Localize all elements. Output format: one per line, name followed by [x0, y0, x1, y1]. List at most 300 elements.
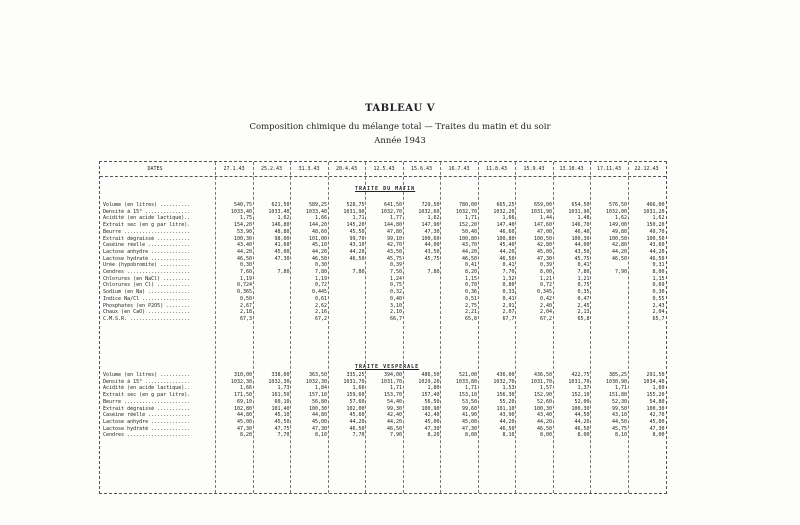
table-cell: 1032,70 — [380, 208, 402, 215]
table-cell: 101,10 — [496, 405, 515, 412]
table-cell: 8,20 — [239, 432, 252, 439]
table-cell: 641,50 — [383, 202, 402, 208]
table-cell: 44,80 — [311, 412, 327, 419]
table-cell: 154,20 — [233, 222, 252, 229]
section-title-morning: TRAITE DU MATIN — [355, 186, 416, 192]
table-cell: 44,20 — [649, 248, 665, 255]
table-cell: 100,30 — [571, 235, 590, 242]
table-cell: 1,71 — [614, 385, 627, 392]
table-cell: 1,19 — [314, 275, 327, 282]
table-cell: 0,51 — [464, 295, 477, 302]
table-cell: 45,75 — [611, 425, 627, 432]
row-label: Extrait dégraissé ........... — [103, 235, 191, 242]
table-cell: 1031,70 — [380, 378, 402, 385]
table-cell: 3,10 — [389, 302, 402, 309]
table-cell: 48,80 — [274, 228, 290, 235]
table-cell: 102,80 — [233, 405, 252, 412]
table-cell: 43,60 — [649, 242, 665, 249]
table-cell: 43,50 — [574, 248, 590, 255]
row-label: Caséine réelle .............. — [103, 242, 191, 249]
table-cell: 2,21 — [464, 309, 477, 316]
row-label: Sodium (en Na) .............. — [103, 289, 191, 296]
table-cell: 8,00 — [539, 432, 552, 439]
table-cell: 57,60 — [349, 398, 365, 405]
table-cell: 149,00 — [608, 222, 627, 229]
table-cell: 41,60 — [274, 242, 290, 249]
table-cell: 153,70 — [383, 392, 402, 399]
table-row — [100, 432, 666, 439]
row-label: Lactose anhydre ............. — [103, 248, 191, 255]
table-cell: 1,66 — [314, 215, 327, 222]
page-subtitle: Composition chimique du mélange total — Traites du matin et du soir — [249, 122, 551, 132]
table-cell: 157,40 — [421, 392, 440, 399]
table-cell: 1,62 — [614, 215, 627, 222]
table-cell: 147,90 — [421, 222, 440, 229]
table-cell: 0,30 — [239, 262, 252, 269]
table-cell: 1032,30 — [230, 378, 252, 385]
table-cell: 0,47 — [577, 295, 590, 302]
table-cell: 8,00 — [652, 269, 665, 275]
header-date: 27.1.43 — [223, 166, 245, 172]
table-cell: 0,365 — [236, 289, 252, 296]
table-cell: 44,20 — [461, 248, 477, 255]
table-cell: 46,50 — [386, 425, 402, 432]
table-cell: 53,50 — [461, 398, 477, 405]
table-cell: 50,40 — [461, 228, 477, 235]
table-cell: 44,80 — [236, 412, 252, 419]
table-cell: 8,00 — [464, 432, 477, 439]
row-label: Volume (en litres) .......... — [103, 372, 191, 378]
table-cell: 1,60 — [652, 385, 665, 392]
table-cell: 45,00 — [274, 248, 290, 255]
table-cell: 1,21 — [539, 275, 552, 282]
row-label: Urée (hypobromite) .......... — [103, 262, 191, 269]
table-cell: 44,00 — [424, 242, 440, 249]
table-cell: 1,80 — [427, 385, 440, 392]
row-label: Caséine réelle .............. — [103, 412, 191, 419]
table-cell: 152,20 — [458, 222, 477, 229]
row-label: Phosphates (en P2O5) ........ — [103, 302, 191, 309]
table-cell: 2,18 — [239, 309, 252, 316]
table-cell: 521,00 — [458, 372, 477, 378]
table-cell: 42,70 — [649, 412, 665, 419]
row-label: Densité à 15° ............... — [103, 378, 191, 385]
table-cell: 42,80 — [536, 242, 552, 249]
table-cell: 654,50 — [571, 202, 590, 208]
table-cell: 8,10 — [314, 432, 327, 439]
table-cell: 665,25 — [496, 202, 515, 208]
table-cell: 1,15 — [464, 275, 477, 282]
table-cell: 436,50 — [533, 372, 552, 378]
table-cell: 0,36 — [464, 289, 477, 296]
table-cell: 147,60 — [533, 222, 552, 229]
table-cell: 47,30 — [311, 425, 327, 432]
page-title: TABLEAU V — [365, 103, 435, 114]
table-cell: 1,62 — [427, 215, 440, 222]
table-cell: 45,00 — [461, 418, 477, 425]
table-cell: 8,00 — [652, 432, 665, 439]
table-cell: 1,37 — [577, 385, 590, 392]
header-date: 20.4.43 — [335, 166, 358, 172]
table-cell: 7,70 — [277, 432, 290, 439]
table-cell: 52,00 — [574, 398, 590, 405]
table-cell: 0,32 — [389, 289, 402, 296]
row-label: Densité à 15° ............... — [103, 208, 191, 215]
row-label: Cendres ..................... — [103, 432, 191, 439]
table-row — [100, 316, 666, 323]
table-cell: 99,50 — [611, 405, 627, 412]
table-cell: 394,00 — [383, 372, 402, 378]
table-cell: 1,71 — [352, 215, 365, 222]
table-cell: 43,40 — [536, 412, 552, 419]
table-cell: 45,75 — [574, 255, 590, 262]
table-cell: 54,80 — [649, 398, 665, 405]
table-cell: 2,91 — [502, 302, 515, 309]
table-cell: 42,70 — [386, 242, 402, 249]
row-label: Extrait sec (en g par litre). — [103, 392, 191, 399]
table-cell: 43,40 — [236, 242, 252, 249]
table-cell: 44,20 — [349, 248, 365, 255]
table-cell: 1029,20 — [418, 378, 440, 385]
table-cell: 1031,70 — [530, 378, 552, 385]
table-cell: 1,66 — [502, 215, 515, 222]
table-cell: 1032,30 — [305, 378, 327, 385]
table-cell: 589,25 — [308, 202, 327, 208]
table-cell: 49,70 — [649, 228, 665, 235]
table-cell: 48,60 — [311, 228, 327, 235]
header-date: 12.5.43 — [373, 166, 395, 172]
table-cell: 2,04 — [539, 309, 552, 316]
table-cell: 729,50 — [421, 202, 440, 208]
table-cell: 43,50 — [386, 248, 402, 255]
table-cell: 0,41 — [502, 262, 515, 269]
row-label: Chaux (en CaO) .............. — [103, 309, 191, 316]
table-cell: 2,43 — [652, 302, 665, 309]
table-cell: 1033,40 — [230, 208, 252, 215]
table-cell: 7,80 — [427, 269, 440, 275]
table-cell: 780,00 — [458, 202, 477, 208]
table-cell: 1033,40 — [305, 208, 327, 215]
table-cell: 145,20 — [346, 222, 365, 229]
table-cell: 466,00 — [646, 202, 665, 208]
table-cell: 385,25 — [608, 372, 627, 378]
table-cell: 42,40 — [386, 412, 402, 419]
table-cell: 46,50 — [349, 425, 365, 432]
row-label: Extrait dégraissé ........... — [103, 405, 191, 412]
table-cell: 7,90 — [614, 269, 627, 275]
table-cell: 0,724 — [236, 282, 252, 289]
table-cell: 100,80 — [496, 235, 515, 242]
table-cell: 1033,40 — [268, 208, 290, 215]
table-cell: 44,20 — [574, 418, 590, 425]
table-cell: 47,75 — [274, 425, 290, 432]
table-cell: 1032,60 — [418, 208, 440, 215]
table-cell: 1,77 — [389, 215, 402, 222]
table-cell: 45,60 — [349, 412, 365, 419]
table-cell: 100,50 — [533, 235, 552, 242]
table-cell: 0,69 — [652, 282, 665, 289]
row-label: Chlorures (en Cl) ........... — [103, 282, 191, 289]
table-cell: 2,16 — [314, 309, 327, 316]
table-cell: 0,75 — [389, 282, 402, 289]
table-cell: 46,50 — [236, 255, 252, 262]
table-cell: 46,50 — [311, 255, 327, 262]
table-cell: 100,30 — [308, 405, 327, 412]
table-cell: 363,50 — [308, 372, 327, 378]
table-cell: 2,07 — [502, 309, 515, 316]
row-label: Acidité (en acide lactique).. — [103, 385, 191, 392]
table-cell: 7,80 — [352, 269, 365, 275]
table-cell: 7,50 — [389, 269, 402, 275]
table-cell: 67,2 — [539, 315, 552, 322]
table-cell: 45,00 — [649, 418, 665, 425]
table-cell: 55,20 — [499, 398, 515, 405]
table-cell: 147,40 — [496, 222, 515, 229]
table-cell: 0,42 — [539, 295, 552, 302]
table-cell: 56,80 — [311, 398, 327, 405]
table-cell: 8,20 — [427, 432, 440, 439]
table-cell: 53,90 — [236, 228, 252, 235]
table-cell: 0,40 — [389, 295, 402, 302]
table-cell: 0,50 — [239, 295, 252, 302]
table-cell: 1,66 — [352, 385, 365, 392]
table-cell: 338,00 — [271, 372, 290, 378]
table-cell: 1,21 — [577, 275, 590, 282]
table-cell: 1031,20 — [643, 208, 665, 215]
row-label: Beurre ...................... — [103, 228, 191, 235]
table-cell: 0,75 — [577, 282, 590, 289]
table-cell: 146,80 — [271, 222, 290, 229]
row-label: Cendres ..................... — [103, 269, 191, 275]
table-cell: 46,60 — [499, 228, 515, 235]
table-cell: 0,33 — [502, 289, 515, 296]
row-label: Lactose hydraté ............. — [103, 255, 191, 262]
header-date: 25.2.43 — [260, 166, 283, 172]
table-cell: 69,10 — [236, 398, 252, 405]
table-cell: 0,61 — [314, 295, 327, 302]
header-date: 15.9.43 — [523, 166, 545, 172]
header-date: 15.6.43 — [410, 166, 433, 172]
table-cell: 422,75 — [571, 372, 590, 378]
table-cell: 7,70 — [502, 269, 515, 275]
table-cell: 45,50 — [274, 418, 290, 425]
table-cell: 1031,70 — [568, 378, 590, 385]
table-cell: 100,50 — [646, 235, 665, 242]
table-cell: 8,00 — [539, 269, 552, 275]
table-cell: 45,00 — [536, 248, 552, 255]
table-cell: 1032,30 — [268, 378, 290, 385]
table-cell: 45,50 — [349, 228, 365, 235]
table-cell: 45,10 — [274, 412, 290, 419]
table-cell: 45,75 — [424, 255, 440, 262]
table-cell: 100,80 — [458, 235, 477, 242]
table-cell: 2,04 — [652, 309, 665, 316]
header-date: 31.3.43 — [298, 166, 320, 172]
table-cell: 1,71 — [389, 385, 402, 392]
table-cell: 45,00 — [424, 418, 440, 425]
table-cell: 65,8 — [464, 315, 477, 322]
table-cell: 171,50 — [233, 392, 252, 399]
row-label: Volume (en litres) .......... — [103, 202, 191, 208]
table-cell: 47,30 — [649, 425, 665, 432]
table-cell: 0,35 — [577, 289, 590, 296]
table-cell: 67,3 — [239, 315, 252, 322]
table-cell: 45,00 — [311, 418, 327, 425]
table-cell: 0,70 — [464, 282, 477, 289]
table-cell: 0,39 — [539, 262, 552, 269]
table-cell: 1032,70 — [493, 378, 515, 385]
table-cell: 43,70 — [461, 242, 477, 249]
table-cell: 1,53 — [502, 385, 515, 392]
table-cell: 100,60 — [421, 235, 440, 242]
table-cell: 1033,80 — [455, 378, 477, 385]
page-year: Année 1943 — [374, 136, 426, 146]
table-cell: 43,10 — [611, 412, 627, 419]
table-cell: 100,90 — [421, 405, 440, 412]
table-cell: 0,39 — [389, 262, 402, 269]
table-cell: 42,40 — [424, 412, 440, 419]
row-label: Extrait sec (en g par litre). — [103, 222, 191, 229]
table-header — [100, 162, 666, 177]
table-cell: 310,00 — [233, 372, 252, 378]
table-cell: 146,70 — [571, 222, 590, 229]
table-cell: 144,20 — [308, 222, 327, 229]
table-cell: 152,10 — [571, 392, 590, 399]
table-cell: 7,80 — [577, 269, 590, 275]
table-cell: 7,70 — [352, 432, 365, 439]
data-table — [99, 161, 667, 494]
table-cell: 0,31 — [652, 262, 665, 269]
table-cell: 52,60 — [536, 398, 552, 405]
table-cell: 44,20 — [499, 248, 515, 255]
table-cell: 1,71 — [464, 215, 477, 222]
table-cell: 65,8 — [577, 315, 590, 322]
table-cell: 100,30 — [571, 405, 590, 412]
table-cell: 0,30 — [314, 262, 327, 269]
table-cell: 1,57 — [539, 385, 552, 392]
table-cell: 45,10 — [311, 242, 327, 249]
table-cell: 1031,90 — [530, 208, 552, 215]
table-cell: 1,66 — [239, 385, 252, 392]
table-cell: 1,62 — [652, 215, 665, 222]
table-cell: 8,20 — [464, 269, 477, 275]
table-cell: 1,32 — [502, 275, 515, 282]
table-cell: 157,10 — [308, 392, 327, 399]
table-cell: 44,20 — [236, 248, 252, 255]
row-label: Indice Na/Cl ................ — [103, 295, 191, 302]
table-cell: 0,55 — [652, 295, 665, 302]
row-label: C.M.S.R. .................... — [103, 315, 191, 322]
row-label: Acidité (en acide lactique).. — [103, 215, 191, 222]
table-cell: 155,20 — [646, 392, 665, 399]
table-cell: 56,50 — [424, 398, 440, 405]
table-cell: 47,30 — [274, 255, 290, 262]
table-cell: 47,00 — [536, 228, 552, 235]
table-cell: 52,30 — [611, 398, 627, 405]
table-cell: 156,30 — [496, 392, 515, 399]
table-cell: 44,20 — [499, 418, 515, 425]
table-cell: 60,10 — [274, 398, 290, 405]
table-cell: 151,80 — [608, 392, 627, 399]
table-cell: 291,50 — [646, 372, 665, 378]
table-cell: 47,30 — [536, 255, 552, 262]
table-cell: 46,50 — [536, 425, 552, 432]
header-date: 16.7.43 — [448, 166, 470, 172]
table-cell: 47,30 — [424, 228, 440, 235]
table-cell: 0,41 — [577, 262, 590, 269]
table-cell: 65,7 — [652, 315, 665, 322]
table-cell: 100,30 — [533, 405, 552, 412]
table-cell: 46,50 — [499, 255, 515, 262]
table-cell: 1032,70 — [455, 208, 477, 215]
table-cell: 43,90 — [499, 412, 515, 419]
table-cell: 1,19 — [239, 275, 252, 282]
row-label: Lactose anhydre ............. — [103, 418, 191, 425]
header-date: 11.8.43 — [485, 166, 508, 172]
header-date: 13.10.43 — [559, 166, 584, 172]
table-cell: 1,71 — [464, 385, 477, 392]
table-cell: 46,50 — [461, 255, 477, 262]
table-cell: 44,50 — [574, 412, 590, 419]
table-cell: 45,00 — [236, 418, 252, 425]
table-cell: 46,50 — [649, 255, 665, 262]
table-cell: 47,30 — [424, 425, 440, 432]
table-cell: 67,7 — [502, 315, 515, 322]
table-cell: 44,20 — [536, 418, 552, 425]
table-cell: 1,84 — [314, 385, 327, 392]
header-date: 22.12.43 — [634, 166, 659, 172]
table-cell: 335,25 — [346, 372, 365, 378]
table-cell: 1,44 — [539, 215, 552, 222]
table-cell: 486,50 — [421, 372, 440, 378]
table-cell: 2,13 — [577, 309, 590, 316]
table-cell: 46,40 — [574, 228, 590, 235]
table-cell: 1031,90 — [568, 208, 590, 215]
row-label: Lactose hydraté ............. — [103, 425, 191, 432]
table-cell: 159,60 — [346, 392, 365, 399]
table-cell: 2,75 — [464, 302, 477, 309]
table-cell: 8,10 — [502, 432, 515, 439]
table-cell: 1,75 — [239, 215, 252, 222]
table-cell: 0,41 — [464, 262, 477, 269]
table-cell: 46,50 — [574, 425, 590, 432]
table-cell: 1,73 — [277, 385, 290, 392]
table-cell: 46,50 — [349, 255, 365, 262]
table-cell: 2,10 — [389, 309, 402, 316]
table-cell: 1,48 — [577, 215, 590, 222]
table-cell: 2,67 — [239, 302, 252, 309]
table-cell: 7,80 — [314, 269, 327, 275]
table-cell: 540,75 — [233, 202, 252, 208]
table-cell: 46,50 — [611, 255, 627, 262]
table-cell: 2,62 — [314, 302, 327, 309]
table-cell: 621,50 — [271, 202, 290, 208]
table-cell: 44,20 — [349, 418, 365, 425]
table-cell: 1031,90 — [343, 208, 365, 215]
table-cell: 42,80 — [611, 242, 627, 249]
table-cell: 44,00 — [574, 242, 590, 249]
table-cell: 0,72 — [539, 282, 552, 289]
table-cell: 54,40 — [386, 398, 402, 405]
section-title-evening: TRAITE VESPERALE — [355, 364, 420, 370]
table-cell: 0,41 — [502, 295, 515, 302]
table-cell: 436,00 — [496, 372, 515, 378]
table-cell: 1032,20 — [493, 208, 515, 215]
table-cell: 1032,00 — [605, 208, 627, 215]
table-cell: 49,80 — [611, 228, 627, 235]
table-cell: 152,90 — [533, 392, 552, 399]
table-cell: 44,20 — [311, 248, 327, 255]
